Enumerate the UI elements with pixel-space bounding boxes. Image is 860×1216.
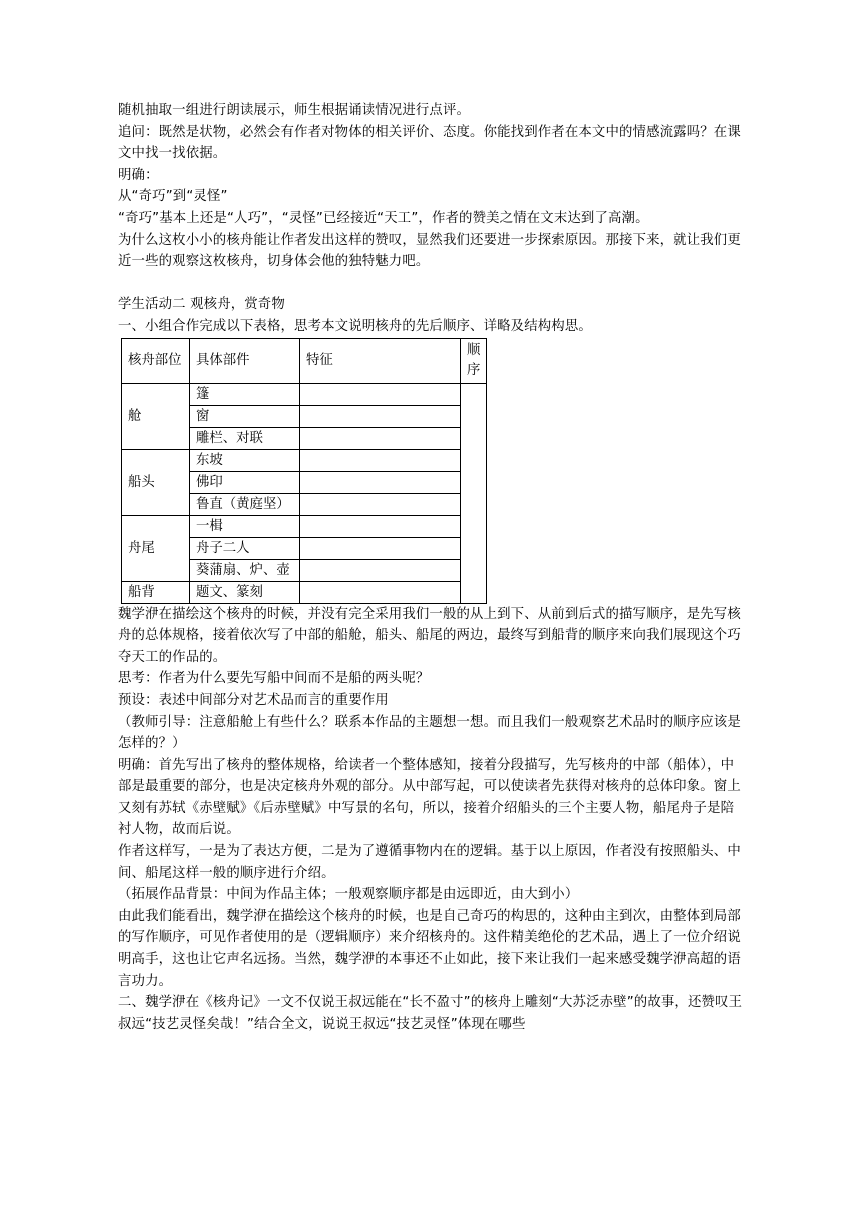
table-row <box>122 515 487 537</box>
document-page <box>118 100 746 1035</box>
header-feature: 特征 <box>300 338 461 383</box>
feature-cell[interactable] <box>300 559 461 581</box>
component-cell: 雕栏、对联 <box>190 427 300 449</box>
body-paragraph-6: 作者这样写，一是为了表达方便，二是为了遵循事物内在的逻辑。基于以上原因，作者没有按照船头、中间、船尾这样一般的顺序进行介绍。 <box>118 844 741 881</box>
component-cell: 一楫 <box>190 515 300 537</box>
intro-line-6: 为什么这枚小小的核舟能让作者发出这样的赞叹，显然我们还要进一步探索原因。那接下来，就让我们更近一些的观察这枚核舟，切身体会他的独特魅力吧。 <box>118 232 741 270</box>
feature-cell[interactable] <box>300 493 461 515</box>
order-cell[interactable] <box>461 383 487 603</box>
table-row <box>122 581 487 603</box>
component-cell: 题文、篆刻 <box>190 581 300 603</box>
body-paragraph-9: 二、魏学洢在《核舟记》一文不仅说王叔远能在“长不盈寸”的核舟上雕刻“大苏泛赤壁”的故事，还赞叹王叔远“技艺灵怪矣哉！”结合全文，说说王叔远“技艺灵怪”体现在哪些 <box>118 995 743 1032</box>
feature-cell[interactable] <box>300 405 461 427</box>
intro-line-2: 追问：既然是状物，必然会有作者对物体的相关评价、态度。你能找到作者在本文中的情感流露吗？在课文中找一找依据。 <box>118 124 741 162</box>
feature-cell[interactable] <box>300 427 461 449</box>
component-cell: 舟子二人 <box>190 537 300 559</box>
body-paragraph-7: （拓展作品背景：中间为作品主体；一般观察顺序都是由远即近，由大到小） <box>118 887 579 903</box>
table-row <box>122 449 487 471</box>
feature-cell[interactable] <box>300 471 461 493</box>
part-cell: 船背 <box>122 581 190 603</box>
body-paragraph-3: 预设：表述中间部分对艺术品而言的重要作用 <box>118 692 389 708</box>
body-paragraph-4: （教师引导：注意船舱上有些什么？联系本作品的主题想一想。而且我们一般观察艺术品时的顺序应该是怎样的？） <box>118 714 741 752</box>
body-paragraph-2: 思考：作者为什么要先写船中间而不是船的两头呢？ <box>118 671 430 687</box>
part-cell: 舱 <box>122 383 190 449</box>
task-one: 一、小组合作完成以下表格，思考本文说明核舟的先后顺序、详略及结构构思。 <box>118 318 592 334</box>
feature-cell[interactable] <box>300 581 461 603</box>
component-cell: 窗 <box>190 405 300 427</box>
intro-line-5: “奇巧”基本上还是“人巧”，“灵怪”已经接近“天工”，作者的赞美之情在文末达到了高潮。 <box>118 210 649 226</box>
activity-title: 学生活动二 观核舟，赏奇物 <box>118 297 285 313</box>
table-row <box>122 383 487 405</box>
body-paragraph-1: 魏学洢在描绘这个核舟的时候，并没有完全采用我们一般的从上到下、从前到后式的描写顺序，是先写核舟的总体规格，接着依次写了中部的船舱，船头、船尾的两边，最终写到船背的顺序来向我们展现这个巧夺天工的作品的。 <box>118 606 741 665</box>
intro-line-1: 随机抽取一组进行朗读展示，师生根据诵读情况进行点评。 <box>118 103 471 118</box>
component-cell: 鲁直（黄庭坚） <box>190 493 300 515</box>
header-order: 顺序 <box>461 338 487 383</box>
table-header-row <box>122 338 487 383</box>
header-component: 具体部件 <box>190 338 300 383</box>
component-cell: 葵蒲扇、炉、壶 <box>190 559 300 581</box>
header-part: 核舟部位 <box>122 338 190 383</box>
feature-cell[interactable] <box>300 515 461 537</box>
body-paragraph-8: 由此我们能看出，魏学洢在描绘这个核舟的时候，也是自己奇巧的构思的，这种由主到次，由整体到局部的写作顺序，可见作者使用的是（逻辑顺序）来介绍核舟的。这件精美绝伦的艺术品，遇上了一位介绍说明高手，这也让它声名远扬。当然，魏学洢的本事还不止如此，接下来让我们一起来感受魏学洢高超的语言功力。 <box>118 908 741 989</box>
feature-cell[interactable] <box>300 537 461 559</box>
feature-cell[interactable] <box>300 383 461 405</box>
spacer <box>118 273 746 295</box>
component-cell: 东坡 <box>190 449 300 471</box>
structure-table <box>121 338 487 604</box>
part-cell: 船头 <box>122 449 190 515</box>
component-cell: 佛印 <box>190 471 300 493</box>
component-cell: 篷 <box>190 383 300 405</box>
part-cell: 舟尾 <box>122 515 190 581</box>
intro-line-4: 从“奇巧”到“灵怪” <box>118 189 228 205</box>
intro-line-3: 明确： <box>118 167 159 183</box>
body-paragraph-5: 明确：首先写出了核舟的整体规格，给读者一个整体感知，接着分段描写，先写核舟的中部（船体），中部是最重要的部分，也是决定核舟外观的部分。从中部写起，可以使读者先获得对核舟的总体印象。窗上又刻有苏轼《赤壁赋》《后赤壁赋》中写景的名句，所以，接着介绍船头的三个主要人物，船尾舟子是陪衬人物，故而后说。 <box>118 757 741 838</box>
feature-cell[interactable] <box>300 449 461 471</box>
